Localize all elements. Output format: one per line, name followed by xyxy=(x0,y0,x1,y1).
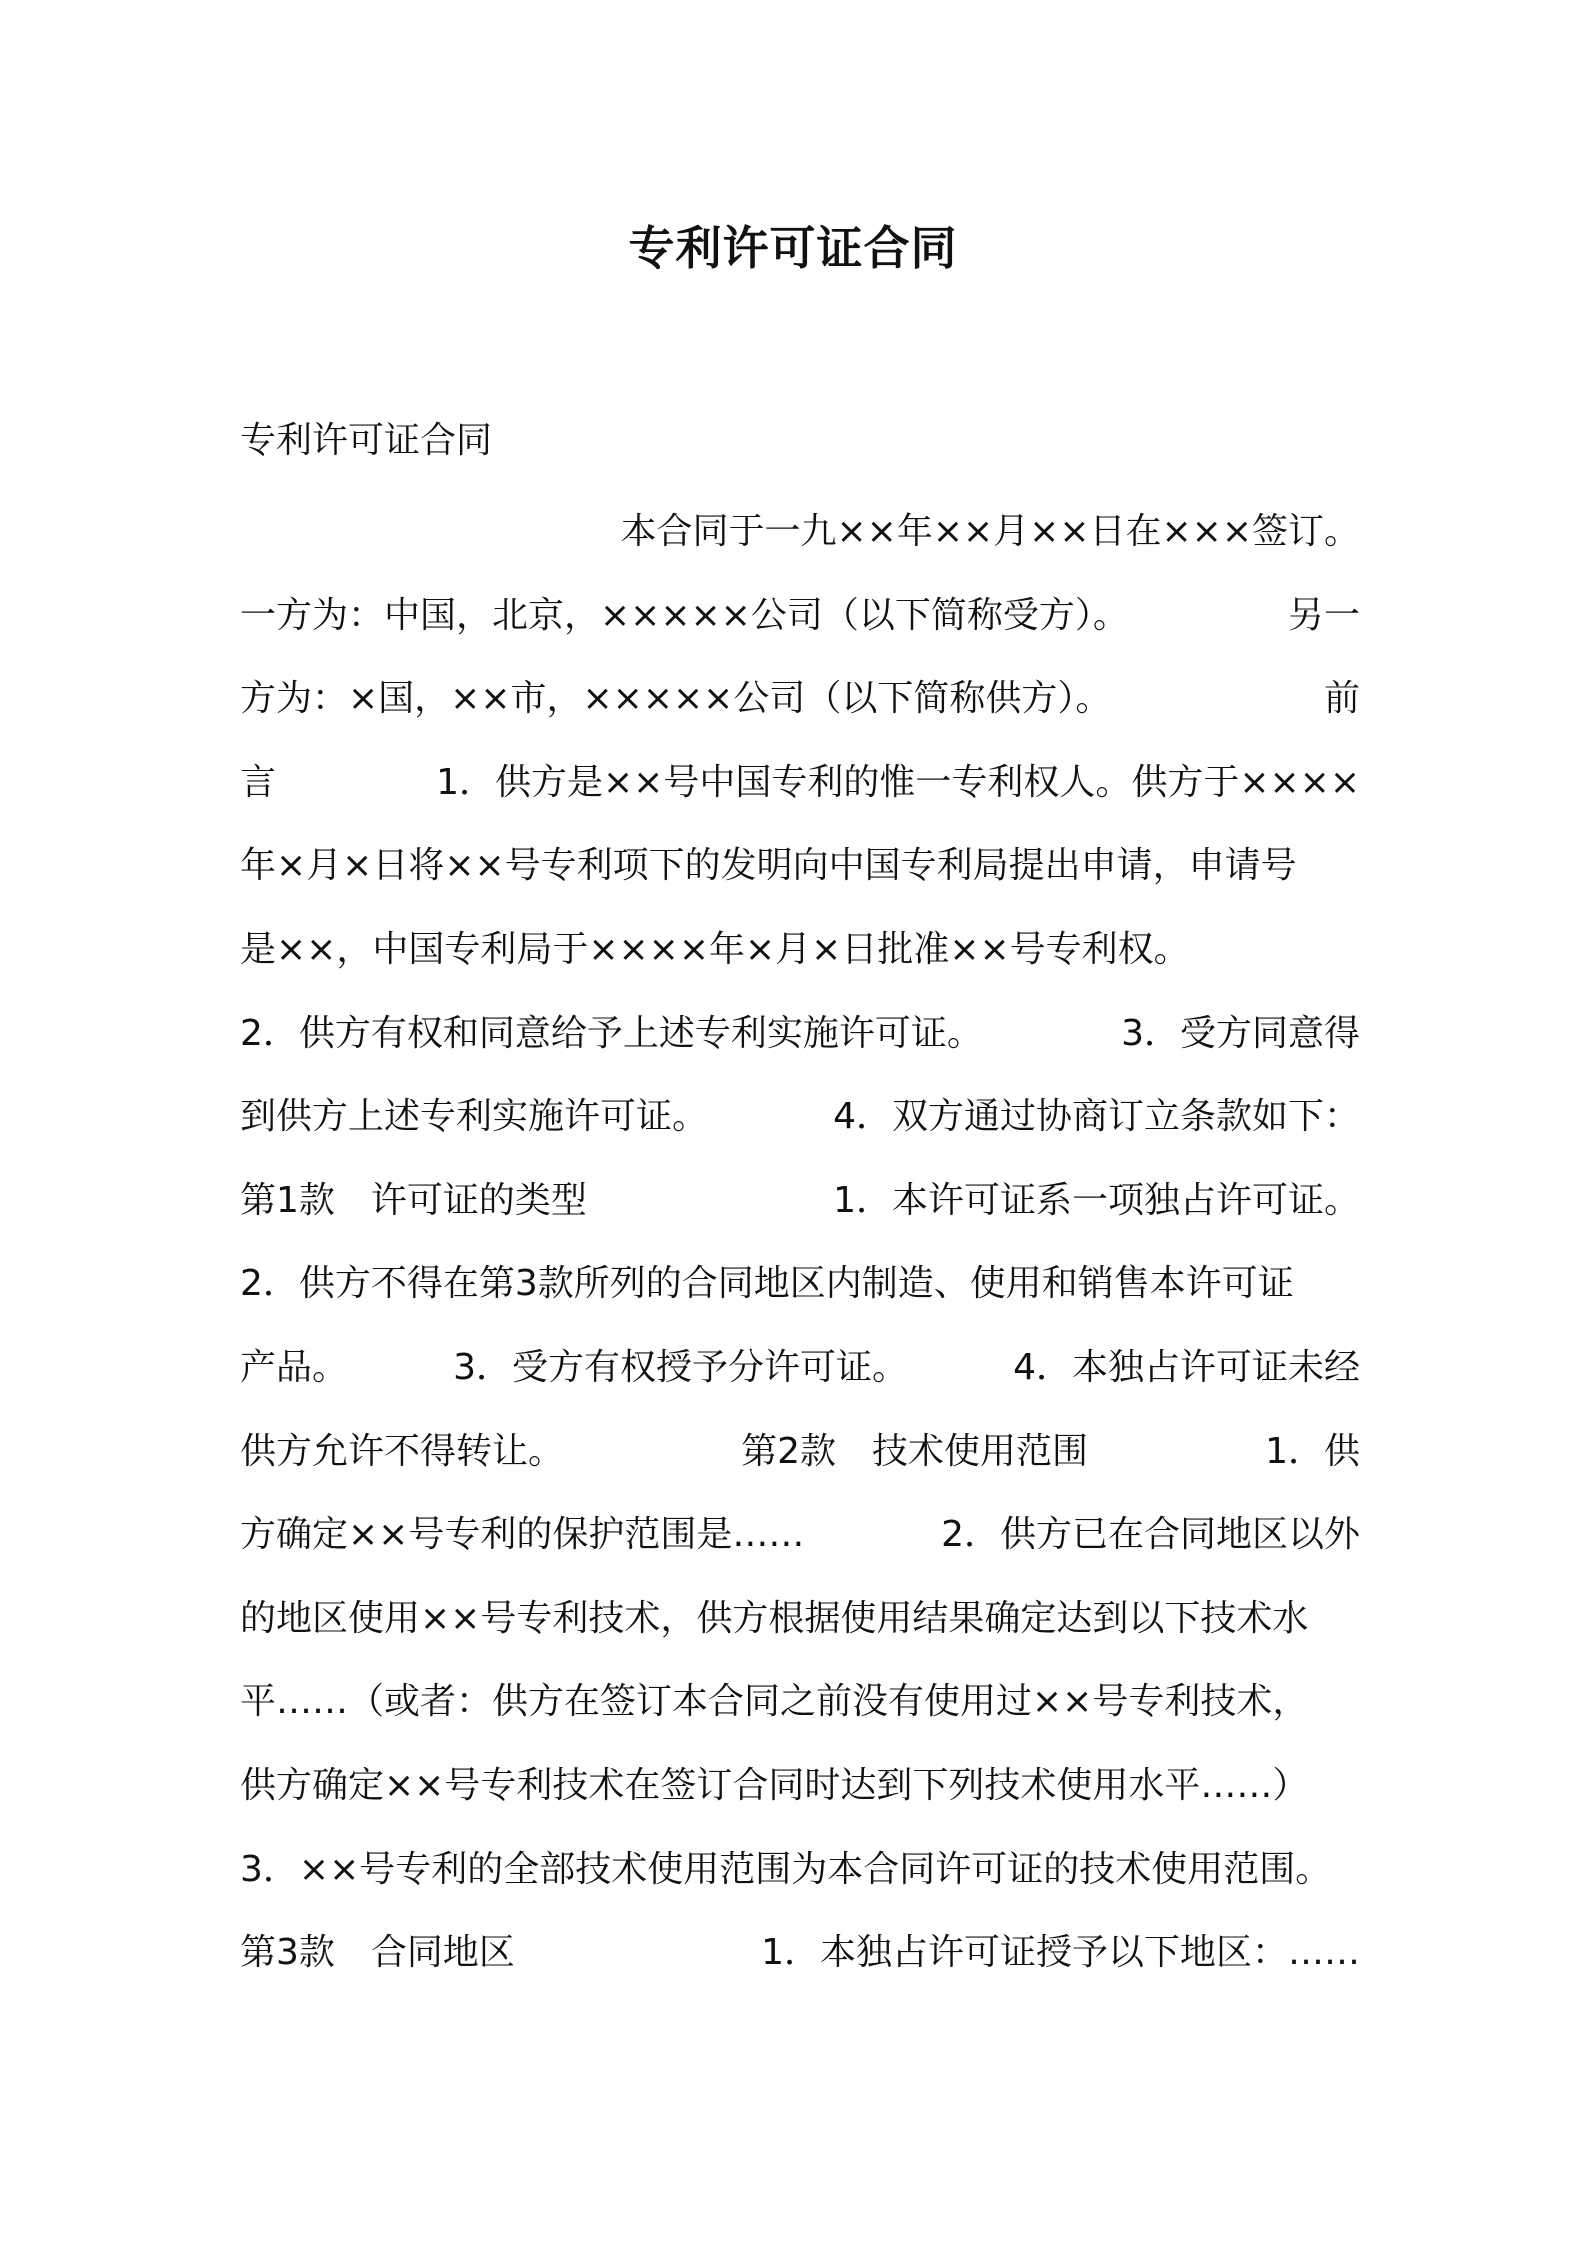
paragraph-line xyxy=(240,574,1360,658)
line-segment: 年×月×日将××号专利项下的发明向中国专利局提出申请，申请号 xyxy=(240,845,1297,887)
paragraph-line xyxy=(240,1577,1360,1661)
line-segment: 4．双方通过协商订立条款如下： xyxy=(833,1096,1360,1138)
paragraph-line xyxy=(240,992,1360,1076)
paragraph-line xyxy=(240,908,1360,992)
document-body xyxy=(240,490,1360,1995)
document-title: 专利许可证合同 xyxy=(628,221,958,275)
line-segment: 第2款 技术使用范围 xyxy=(741,1430,1088,1472)
paragraph-line xyxy=(240,1410,1360,1494)
line-segment: 第3款 合同地区 xyxy=(240,1932,515,1974)
line-segment: 1．供 xyxy=(1265,1430,1360,1472)
line-segment: 1．本许可证系一项独占许可证。 xyxy=(833,1179,1360,1221)
line-segment: 1．本独占许可证授予以下地区：…… xyxy=(761,1932,1360,1974)
line-segment: 产品。 xyxy=(240,1346,349,1388)
line-segment: 平……（或者：供方在签订本合同之前没有使用过××号专利技术， xyxy=(240,1681,1309,1723)
line-segment: 言 xyxy=(240,761,277,803)
paragraph-line xyxy=(240,1660,1360,1744)
line-segment: 的地区使用××号专利技术，供方根据使用结果确定达到以下技术水 xyxy=(240,1597,1309,1639)
line-segment: 前 xyxy=(1323,678,1360,720)
paragraph-line xyxy=(240,1075,1360,1159)
line-segment: 3．××号专利的全部技术使用范围为本合同许可证的技术使用范围。 xyxy=(240,1848,1332,1890)
line-segment: 第1款 许可证的类型 xyxy=(240,1179,587,1221)
line-segment: 到供方上述专利实施许可证。 xyxy=(240,1096,709,1138)
paragraph-line xyxy=(240,1828,1360,1912)
line-segment: 4．本独占许可证未经 xyxy=(1013,1346,1360,1388)
paragraph-line xyxy=(240,1326,1360,1410)
line-segment: 2．供方已在合同地区以外 xyxy=(941,1514,1360,1556)
line-segment: 3．受方同意得 xyxy=(1121,1012,1360,1054)
line-segment: 本合同于一九××年××月××日在×××签订。 xyxy=(620,511,1360,552)
line-segment: 方确定××号专利的保护范围是…… xyxy=(240,1514,805,1556)
paragraph-line xyxy=(240,824,1360,908)
paragraph-line xyxy=(240,1242,1360,1326)
paragraph-line xyxy=(240,657,1360,741)
paragraph-line xyxy=(240,1911,1360,1995)
line-segment: 方为：×国，××市，×××××公司（以下简称供方）。 xyxy=(240,678,1112,720)
line-segment: 2．供方有权和同意给予上述专利实施许可证。 xyxy=(240,1012,983,1054)
paragraph-line xyxy=(240,1744,1360,1828)
line-segment: 供方允许不得转让。 xyxy=(240,1430,565,1472)
paragraph-line xyxy=(240,1159,1360,1243)
paragraph-line xyxy=(240,1493,1360,1577)
line-segment: 供方确定××号专利技术在签订合同时达到下列技术使用水平……） xyxy=(240,1764,1309,1806)
line-segment: 3．受方有权授予分许可证。 xyxy=(453,1346,908,1388)
line-segment: 另一 xyxy=(1287,594,1360,636)
line-segment: 2．供方不得在第3款所列的合同地区内制造、使用和销售本许可证 xyxy=(240,1263,1294,1305)
line-segment: 一方为：中国，北京，×××××公司（以下简称受方）。 xyxy=(240,594,1129,636)
paragraph-line xyxy=(240,490,1360,574)
line-segment: 是××，中国专利局于××××年×月×日批准××号专利权。 xyxy=(240,928,1190,970)
document-subtitle: 专利许可证合同 xyxy=(240,420,493,461)
line-segment: 1．供方是××号中国专利的惟一专利权人。供方于×××× xyxy=(436,761,1360,803)
paragraph-line xyxy=(240,741,1360,825)
